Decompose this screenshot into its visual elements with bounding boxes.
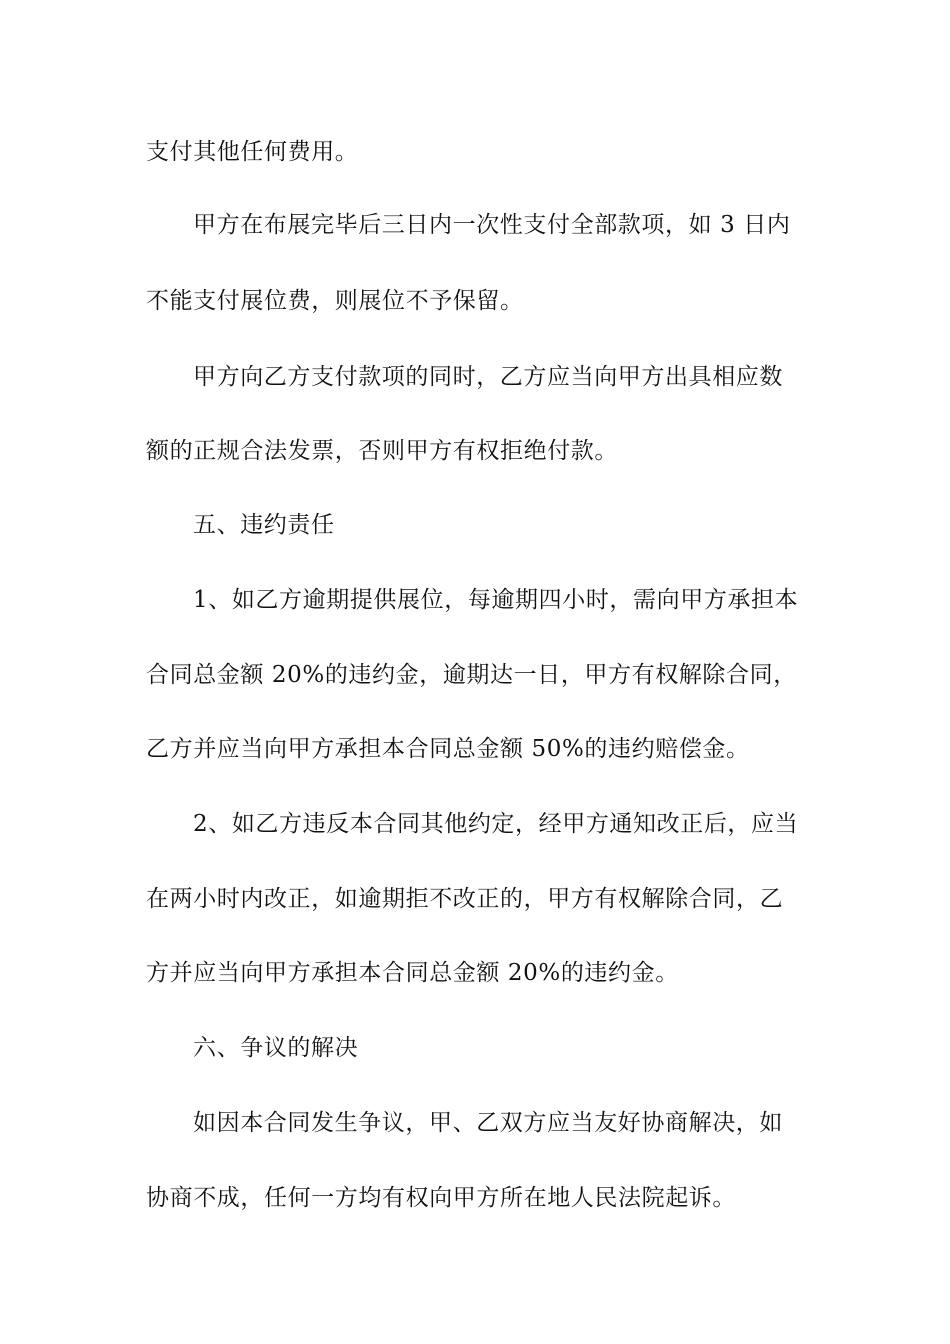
paragraph-line: 额的正规合法发票，否则甲方有权拒绝付款。	[146, 438, 618, 464]
section-heading: 六、争议的解决	[193, 1035, 359, 1061]
paragraph-line: 乙方并应当向甲方承担本合同总金额 50%的违约赔偿金。	[146, 736, 750, 762]
paragraph-line: 甲方在布展完毕后三日内一次性支付全部款项，如 3 日内	[193, 212, 791, 238]
paragraph-line: 1、如乙方逾期提供展位，每逾期四小时，需向甲方承担本	[193, 587, 799, 613]
paragraph-line: 在两小时内改正，如逾期拒不改正的，甲方有权解除合同，乙	[146, 886, 784, 912]
paragraph-line: 甲方向乙方支付款项的同时，乙方应当向甲方出具相应数	[193, 364, 783, 390]
paragraph-line: 协商不成，任何一方均有权向甲方所在地人民法院起诉。	[146, 1185, 736, 1211]
paragraph-line: 支付其他任何费用。	[146, 139, 359, 165]
paragraph-line: 方并应当向甲方承担本合同总金额 20%的违约金。	[146, 960, 679, 986]
paragraph-line: 2、如乙方违反本合同其他约定，经甲方通知改正后，应当	[193, 811, 799, 837]
paragraph-line: 合同总金额 20%的违约金，逾期达一日，甲方有权解除合同，	[146, 662, 797, 688]
paragraph-line: 不能支付展位费，则展位不予保留。	[146, 288, 524, 314]
section-heading: 五、违约责任	[193, 512, 335, 538]
paragraph-line: 如因本合同发生争议，甲、乙双方应当友好协商解决，如	[193, 1110, 783, 1136]
